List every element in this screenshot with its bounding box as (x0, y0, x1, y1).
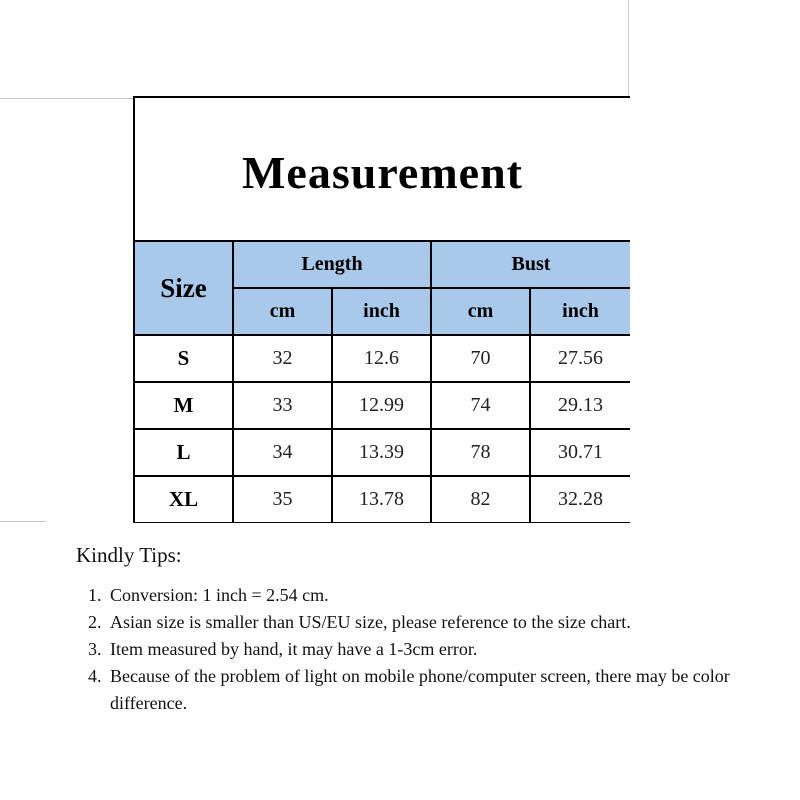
page-title: Measurement (242, 146, 523, 198)
table-row (134, 335, 630, 382)
bust-header: Bust (431, 241, 630, 288)
size-cell: L (134, 429, 233, 476)
table-row (134, 382, 630, 429)
tips-title: Kindly Tips: (76, 543, 182, 567)
size-table (133, 240, 630, 523)
bust-cm-cell: 78 (431, 429, 530, 476)
table-row (134, 476, 630, 523)
size-cell: XL (134, 476, 233, 523)
length-cm-cell: 34 (233, 429, 332, 476)
bust-inch-cell: 27.56 (530, 335, 630, 382)
divider-line (0, 521, 46, 522)
size-cell: S (134, 335, 233, 382)
list-item: 2. Asian size is smaller than US/EU size, please reference to the size chart. (106, 609, 776, 636)
unit-header: inch (332, 288, 431, 335)
unit-header: cm (233, 288, 332, 335)
size-chart (133, 96, 630, 523)
size-header: Size (134, 241, 233, 335)
divider-line (0, 98, 134, 99)
title-box (133, 96, 630, 242)
length-cm-cell: 33 (233, 382, 332, 429)
bust-inch-cell: 29.13 (530, 382, 630, 429)
bust-inch-cell: 32.28 (530, 476, 630, 523)
length-inch-cell: 13.39 (332, 429, 431, 476)
bust-inch-cell: 30.71 (530, 429, 630, 476)
tips-section (76, 543, 776, 717)
table-header-row (134, 241, 630, 288)
divider-line (628, 0, 629, 98)
unit-header: cm (431, 288, 530, 335)
table-row (134, 429, 630, 476)
length-inch-cell: 12.6 (332, 335, 431, 382)
length-header: Length (233, 241, 431, 288)
length-cm-cell: 35 (233, 476, 332, 523)
bust-cm-cell: 82 (431, 476, 530, 523)
bust-cm-cell: 70 (431, 335, 530, 382)
list-item: 3. Item measured by hand, it may have a 1-3cm error. (106, 636, 776, 663)
bust-cm-cell: 74 (431, 382, 530, 429)
list-item: 4. Because of the problem of light on mobile phone/computer screen, there may be color difference. (106, 663, 776, 717)
length-cm-cell: 32 (233, 335, 332, 382)
tips-list (76, 582, 776, 717)
unit-header: inch (530, 288, 630, 335)
length-inch-cell: 12.99 (332, 382, 431, 429)
list-item: 1. Conversion: 1 inch = 2.54 cm. (106, 582, 776, 609)
length-inch-cell: 13.78 (332, 476, 431, 523)
size-cell: M (134, 382, 233, 429)
